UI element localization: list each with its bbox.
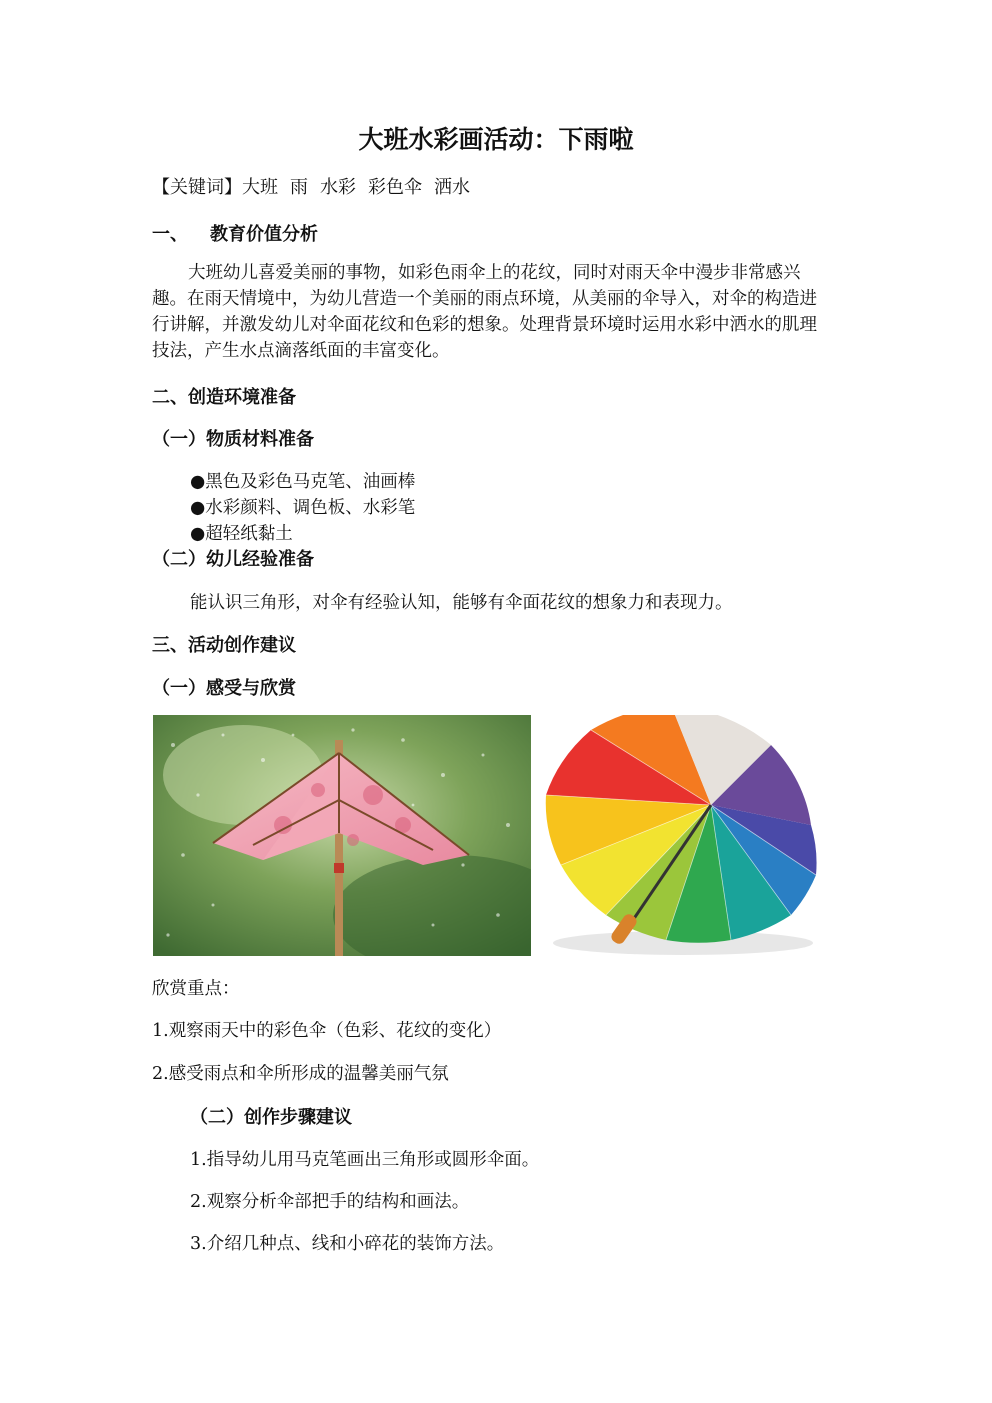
step-item: 1.指导幼儿用马克笔画出三角形或圆形伞面。 xyxy=(190,1150,540,1170)
keyword-item: 水彩 xyxy=(320,177,356,198)
rainbow-umbrella-photo xyxy=(543,715,818,956)
material-item: ●超轻纸黏土 xyxy=(190,524,293,544)
section3-sub2-heading: （二）创作步骤建议 xyxy=(190,1107,352,1128)
material-item: ●水彩颜料、调色板、水彩笔 xyxy=(190,498,416,518)
pink-umbrella-photo xyxy=(153,715,531,956)
section2-sub2-heading: （二）幼儿经验准备 xyxy=(152,549,314,570)
keyword-item: 雨 xyxy=(290,177,308,198)
page-title: 大班水彩画活动：下雨啦 xyxy=(358,125,634,154)
focus-label: 欣赏重点： xyxy=(152,979,240,999)
section1-paragraph: 大班幼儿喜爱美丽的事物，如彩色雨伞上的花纹，同时对雨天伞中漫步非常感兴趣。在雨天情境中，为幼儿营造一个美丽的雨点环境，从美丽的伞导入，对伞的构造进行讲解，并激发幼儿对伞面花纹和色彩的想象。处理背景环境时运用水彩中洒水的肌理技法，产生水点滴落纸面的丰富变化。 xyxy=(152,263,817,361)
keywords-label: 【关键词】 xyxy=(152,177,242,198)
material-item: ●黑色及彩色马克笔、油画棒 xyxy=(190,472,416,492)
section3-sub1-heading: （一）感受与欣赏 xyxy=(152,678,296,699)
keyword-item: 洒水 xyxy=(434,177,470,198)
section1-title: 教育价值分析 xyxy=(210,224,318,245)
section3-heading: 三、活动创作建议 xyxy=(152,635,296,656)
keyword-item: 大班 xyxy=(242,177,278,198)
keyword-item: 彩色伞 xyxy=(368,177,422,198)
focus-point: 2.感受雨点和伞所形成的温馨美丽气氛 xyxy=(152,1064,449,1084)
keywords-line xyxy=(152,173,482,199)
section1-heading xyxy=(152,220,318,246)
section1-number: 一、 xyxy=(152,224,188,245)
step-item: 2.观察分析伞部把手的结构和画法。 xyxy=(190,1192,470,1212)
section2-heading: 二、创造环境准备 xyxy=(152,387,296,408)
focus-point: 1.观察雨天中的彩色伞（色彩、花纹的变化） xyxy=(152,1021,502,1041)
experience-text: 能认识三角形，对伞有经验认知，能够有伞面花纹的想象力和表现力。 xyxy=(190,593,733,613)
step-item: 3.介绍几种点、线和小碎花的装饰方法。 xyxy=(190,1234,505,1254)
section2-sub1-heading: （一）物质材料准备 xyxy=(152,429,314,450)
